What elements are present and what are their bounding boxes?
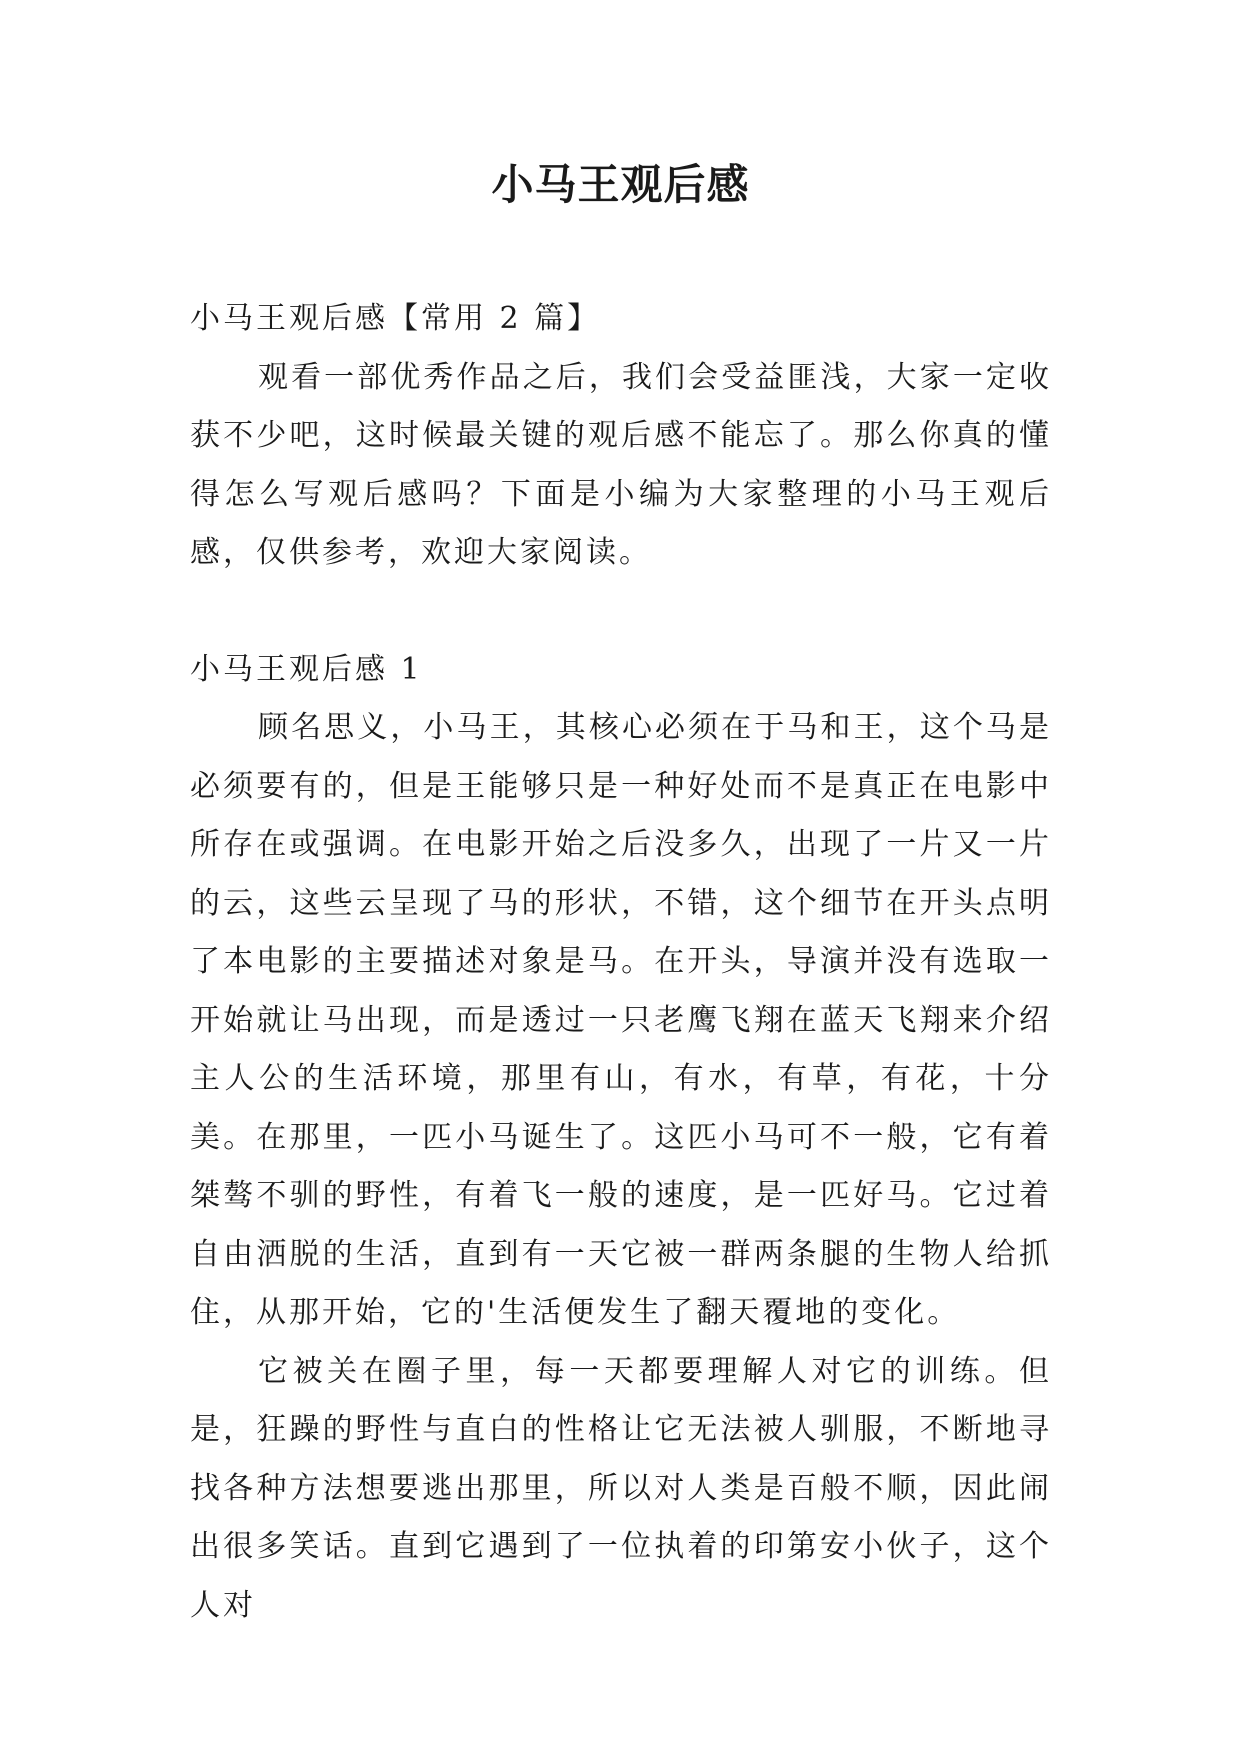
section-spacer bbox=[190, 583, 1052, 641]
intro-paragraph: 观看一部优秀作品之后，我们会受益匪浅，大家一定收获不少吧，这时候最关键的观后感不能忘了。那么你真的懂得怎么写观后感吗？下面是小编为大家整理的小马王观后感，仅供参考，欢迎大家阅读。 bbox=[190, 359, 1052, 570]
document-title: 小马王观后感 bbox=[491, 160, 750, 209]
section1-paragraph-1: 顾名思义，小马王，其核心必须在于马和王，这个马是必须要有的，但是王能够只是一种好处而不是真正在电影中所存在或强调。在电影开始之后没多久，出现了一片又一片的云，这些云呈现了马的形状，不错，这个细节在开头点明了本电影的主要描述对象是马。在开头，导演并没有选取一开始就让马出现，而是透过一只老鹰飞翔在蓝天飞翔来介绍主人公的生活环境，那里有山，有水，有草，有花，十分美。在那里，一匹小马诞生了。这匹小马可不一般，它有着桀骜不驯的野性，有着飞一般的速度，是一匹好马。它过着自由洒脱的生活，直到有一天它被一群两条腿的生物人给抓住，从那开始，它的'生活便发生了翻天覆地的变化。 bbox=[190, 710, 1052, 1330]
intro-heading: 小马王观后感【常用 2 篇】 bbox=[190, 301, 601, 336]
document-body bbox=[190, 290, 1052, 1635]
section1-heading: 小马王观后感 1 bbox=[190, 651, 423, 687]
section1-paragraph-2: 它被关在圈子里，每一天都要理解人对它的训练。但是，狂躁的野性与直白的性格让它无法被人驯服，不断地寻找各种方法想要逃出那里，所以对人类是百般不顺，因此闹出很多笑话。直到它遇到了一位执着的印第安小伙子，这个人对 bbox=[190, 1353, 1052, 1623]
